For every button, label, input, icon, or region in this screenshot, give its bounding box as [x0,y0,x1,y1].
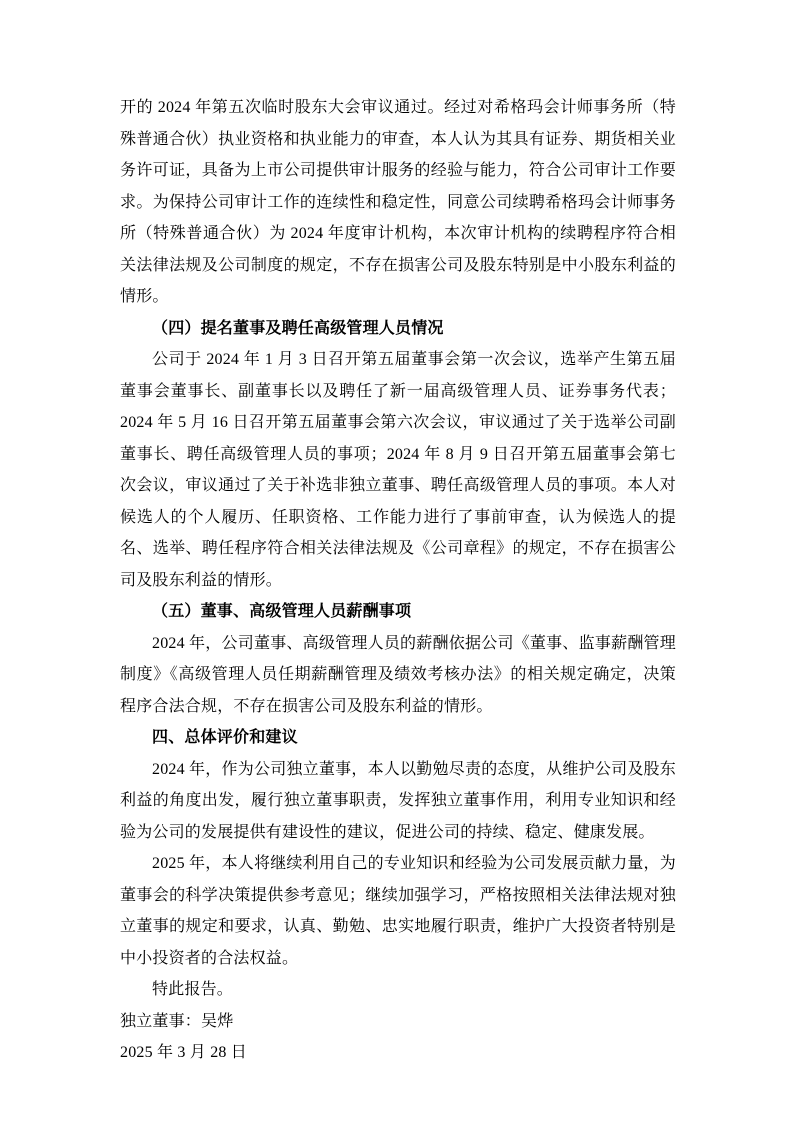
paragraph-evaluation-2024: 2024 年，作为公司独立董事，本人以勤勉尽责的态度，从维护公司及股东利益的角度出发，履行独立董事职责，发挥独立董事作用，利用专业知识和经验为公司的发展提供有建设性的建议，促进公司的持续、稳定、健康发展。 [120,760,676,841]
signature-date: 2025 年 3 月 28 日 [120,1044,248,1061]
section-heading-4-director-nomination: （四）提名董事及聘任高级管理人员情况 [152,319,444,337]
paragraph-compensation: 2024 年，公司董事、高级管理人员的薪酬依据公司《董事、监事薪酬管理制度》《高级管理人员任期薪酬管理及绩效考核办法》的相关规定确定，决策程序合法合规，不存在损害公司及股东利益的情形。 [120,634,676,715]
part-heading-overall-evaluation: 四、总体评价和建议 [152,729,298,746]
paragraph-director-nomination: 公司于 2024 年 1 月 3 日召开第五届董事会第一次会议，选举产生第五届董事会董事长、副董事长以及聘任了新一届高级管理人员、证券事务代表；2024 年 5 月 16 日召开第五届董事会第六次会议，审议通过了关于选举公司副董事长、聘任高级管理人员的事项；2024 年 8 月 9 日召开第五届董事会第七次会议，审议通过了关于补选非独立董事、聘任高级管理人员的事项。本人对候选人的个人履历、任职资格、工作能力进行了事前审查，认为候选人的提名、选举、聘任程序符合相关法律法规及《公司章程》的规定，不存在损害公司及股东利益的情形。 [120,351,676,589]
paragraph-closing-statement: 特此报告。 [152,981,234,998]
section-heading-5-compensation: （五）董事、高级管理人员薪酬事项 [152,603,412,620]
signature-independent-director: 独立董事：吴烨 [120,1012,234,1030]
document-body [120,92,676,1069]
paragraph-audit-continuation: 开的 2024 年第五次临时股东大会审议通过。经过对希格玛会计师事务所（特殊普通合伙）执业资格和执业能力的审查，本人认为其具有证券、期货相关业务许可证，具备为上市公司提供审计服务的经验与能力，符合公司审计工作要求。为保持公司审计工作的连续性和稳定性，同意公司续聘希格玛会计师事务所（特殊普通合伙）为 2024 年度审计机构，本次审计机构的续聘程序符合相关法律法规及公司制度的规定，不存在损害公司及股东特别是中小股东利益的情形。 [120,99,676,305]
paragraph-outlook-2025: 2025 年，本人将继续利用自己的专业知识和经验为公司发展贡献力量，为董事会的科学决策提供参考意见；继续加强学习，严格按照相关法律法规对独立董事的规定和要求，认真、勤勉、忠实地履行职责，维护广大投资者特别是中小投资者的合法权益。 [120,855,676,967]
